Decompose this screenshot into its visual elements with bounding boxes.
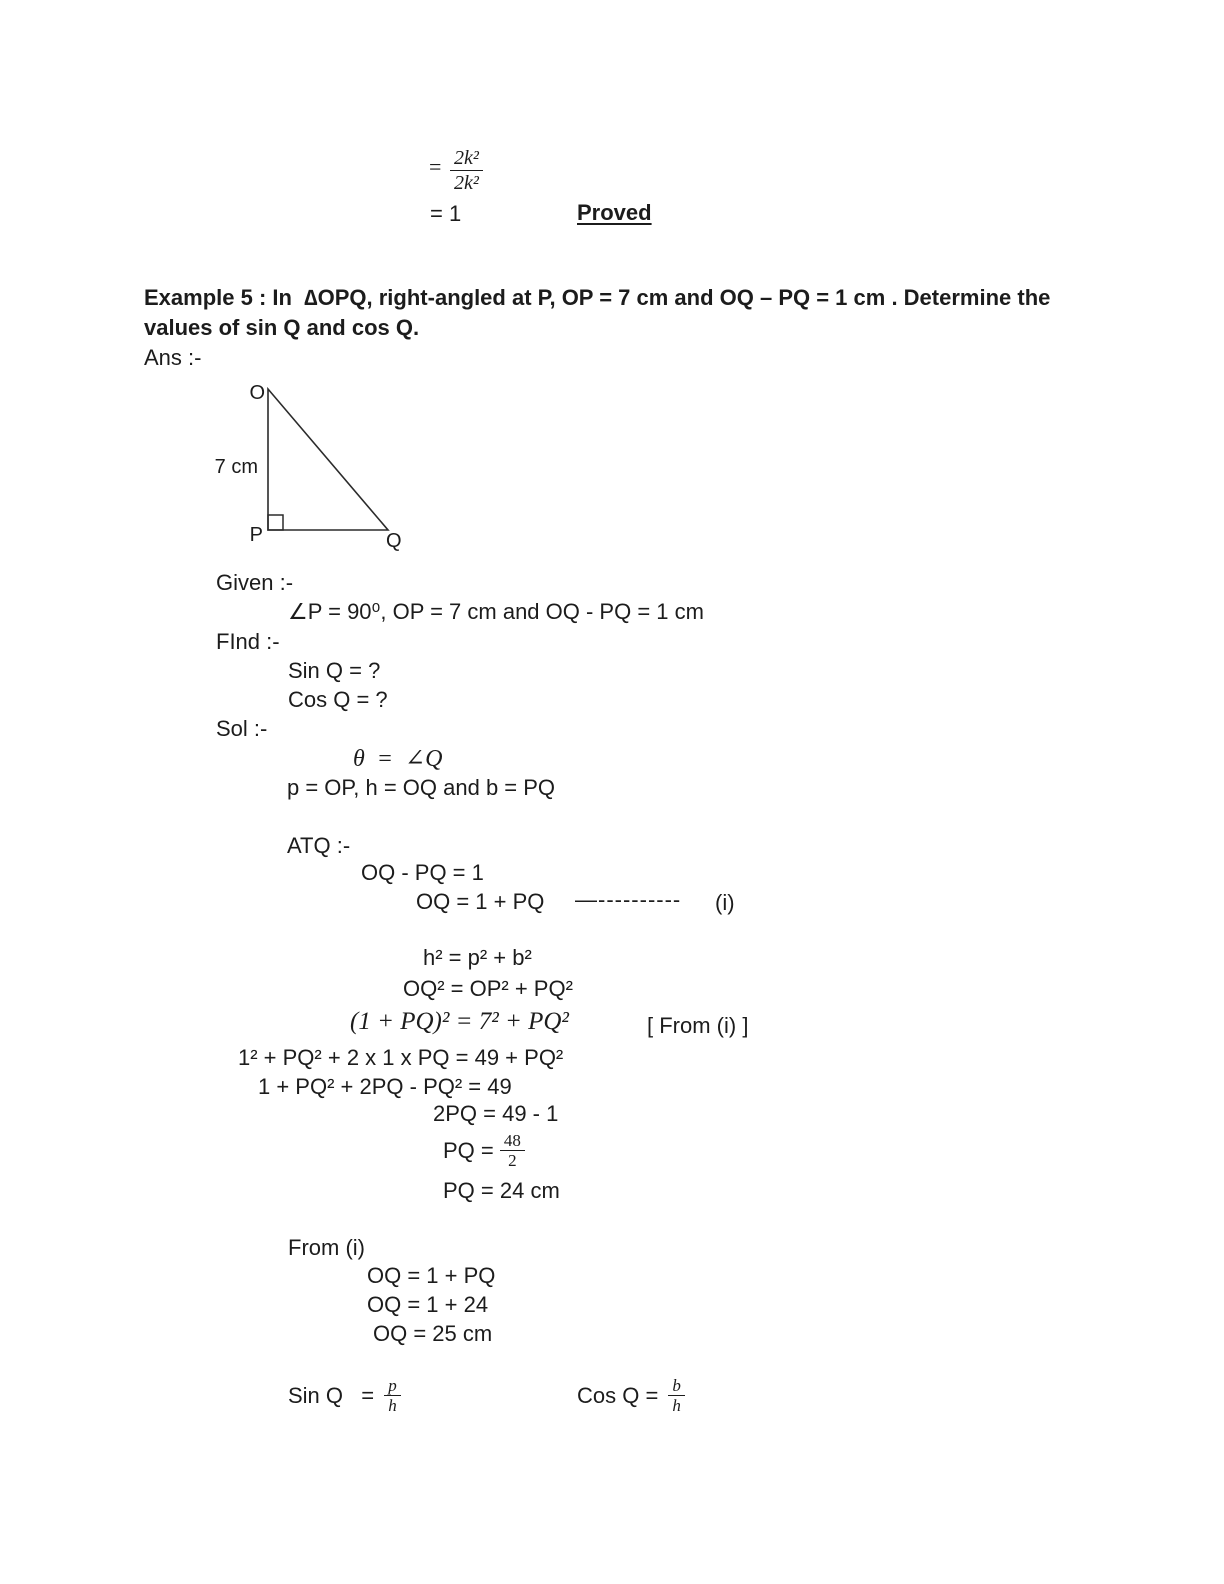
pq-result: PQ = 24 cm (443, 1178, 560, 1203)
proof-result: = 1 (430, 201, 462, 226)
cos-label: Cos Q = (577, 1382, 665, 1408)
find-sin: Sin Q = ? (288, 658, 381, 683)
proof-equals-sign: = (429, 154, 442, 179)
sin-result-row (288, 1376, 401, 1415)
triangle-outline (268, 389, 388, 530)
oq-step-3: OQ = 25 cm (373, 1321, 493, 1346)
pq-fraction-numerator: 48 (500, 1131, 525, 1151)
given-statement: ∠P = 90⁰, OP = 7 cm and OQ - PQ = 1 cm (288, 599, 704, 624)
pythagoras-general: h² = p² + b² (423, 945, 532, 970)
cos-fraction-numerator: b (668, 1376, 685, 1396)
oq-step-2: OQ = 1 + 24 (367, 1292, 489, 1317)
sol-label: Sol :- (216, 716, 268, 741)
vertex-label-o: O (249, 382, 265, 404)
equation-oq-equals: OQ = 1 + PQ (416, 889, 545, 914)
find-label: FInd :- (216, 629, 280, 654)
find-cos: Cos Q = ? (288, 687, 388, 712)
cos-fraction-denominator: h (672, 1396, 681, 1415)
sin-fraction-numerator: p (384, 1376, 401, 1396)
equation-ref-i: (i) (715, 890, 735, 915)
sin-fraction-denominator: h (388, 1396, 397, 1415)
oq-step-1: OQ = 1 + PQ (367, 1263, 496, 1288)
atq-label: ATQ :- (287, 833, 351, 858)
from-label: From (i) (288, 1235, 365, 1260)
example-heading-line1: Example 5 : In ∆OPQ, right-angled at P, OP = 7 cm and OQ – PQ = 1 cm . Determine the (144, 285, 1051, 310)
vertex-label-p: P (249, 524, 263, 546)
example-heading-line2: values of sin Q and cos Q. (144, 315, 420, 340)
proved-label: Proved (577, 200, 652, 225)
proof-fraction (450, 146, 483, 195)
cos-result-row (577, 1376, 685, 1415)
triangle-diagram (180, 372, 440, 557)
pythagoras-applied: OQ² = OP² + PQ² (403, 976, 573, 1001)
given-label: Given :- (216, 570, 294, 595)
equation-oq-minus-pq: OQ - PQ = 1 (361, 860, 484, 885)
sides-definition: p = OP, h = OQ and b = PQ (287, 775, 556, 800)
right-angle-marker (268, 515, 283, 530)
expanded-equation-3: 2PQ = 49 - 1 (433, 1101, 559, 1126)
pq-fraction-denominator: 2 (508, 1151, 517, 1170)
proof-fraction-denominator: 2k² (454, 172, 479, 194)
vertex-label-q: Q (386, 530, 402, 552)
equation-dash-run: —---------- (575, 887, 682, 912)
expanded-equation-2: 1 + PQ² + 2PQ - PQ² = 49 (258, 1074, 512, 1099)
theta-definition: θ = ∠Q (353, 746, 443, 772)
expanded-equation-1: 1² + PQ² + 2 x 1 x PQ = 49 + PQ² (238, 1045, 564, 1070)
side-length-label: 7 cm (214, 456, 258, 478)
substituted-reference: [ From (i) ] (647, 1013, 749, 1038)
sin-label: Sin Q (288, 1382, 350, 1408)
proof-fraction-numerator: 2k² (450, 146, 483, 171)
sin-equals-sign: = (355, 1382, 381, 1408)
answer-label: Ans :- (144, 345, 202, 370)
substituted-equation: (1 + PQ)² = 7² + PQ² (350, 1008, 569, 1035)
pq-equals-label: PQ = (443, 1137, 500, 1163)
pq-fraction-row (443, 1131, 525, 1170)
